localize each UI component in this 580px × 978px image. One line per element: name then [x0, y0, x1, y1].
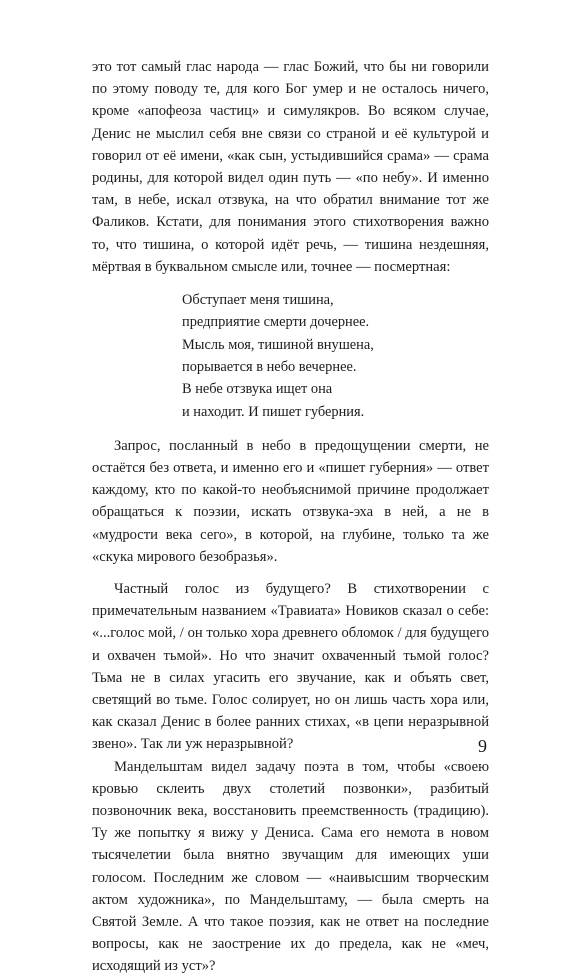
paragraph-2: Запрос, посланный в небо в предощущении смерти, не остаётся без ответа, и именно его и «пишет губерния» — ответ каждому, кто по какой-то необъяснимой причине продолжает обращаться к поэзии, искать отзвука-эха в ней, а не в «мудрости века сего», в которой, на глубине, только та же «скука мирового безобразья». — [92, 437, 489, 565]
paragraph-3: Частный голос из будущего? В стихотворении с примечательным названием «Травиата» Новиков сказал о себе: «...голос мой, / он только хора древнего обломок / для будущего и охвачен тьмой». Но что значит охваченный тьмой голос? Тьма не в силах угасить его звучание, как и объять свет, светящий во тьме. Голос солирует, но он лишь часть хора или, как сказал Денис в более ранних стихах, «в цепи неразрывной звено». Так ли уж неразрывной? — [92, 581, 489, 753]
poem-line-5: В небе отзвука ищет она — [182, 381, 333, 398]
paragraph-1: это тот самый глас народа — глас Божий, что бы ни говорили по этому поводу те, для кого Бог умер и не осталось ничего, кроме «апофеоза частиц» и симулякров. Во всяком случае, Денис не мыслил себя вне связи со страной и её культурой и говорил от её имени, «как сын, устыдившийся срама» — срама родины, для которой видел один путь — «по небу». И именно там, в небе, искал отзвука, на что обратил внимание тот же Фаликов. Кстати, для понимания этого стихотворения важно то, что тишина, о которой идёт речь, — тишина нездешняя, мёртвая в буквальном смысле или, точнее — посмертная: — [92, 59, 489, 275]
poem-line-4: порывается в небо вечернее. — [182, 358, 357, 375]
page-number: 9 — [478, 736, 487, 756]
poem-quote — [182, 289, 489, 423]
poem-line-2: предприятие смерти дочернее. — [182, 314, 370, 331]
poem-line-1: Обступает меня тишина, — [182, 292, 334, 309]
paragraph-4: Мандельштам видел задачу поэта в том, чтобы «своею кровью склеить двух столетий позвонки», разбитый позвоночник века, восстановить преемственность (традицию). Ту же попытку я вижу у Дениса. Сама его немота в новом тысячелетии была внятно звучащим для имеющих уши голосом. Последним же словом — «наивысшим творческим актом художника», по Мандельштаму, — была смерть на Святой Земле. А что такое поэзия, как не ответ на последние вопросы, как не заострение их до предела, как не «меч, исходящий из уст»? — [92, 758, 489, 975]
poem-line-6: и находит. И пишет губерния. — [182, 403, 365, 420]
body-text — [92, 56, 489, 978]
poem-line-3: Мысль моя, тишиной внушена, — [182, 336, 374, 353]
